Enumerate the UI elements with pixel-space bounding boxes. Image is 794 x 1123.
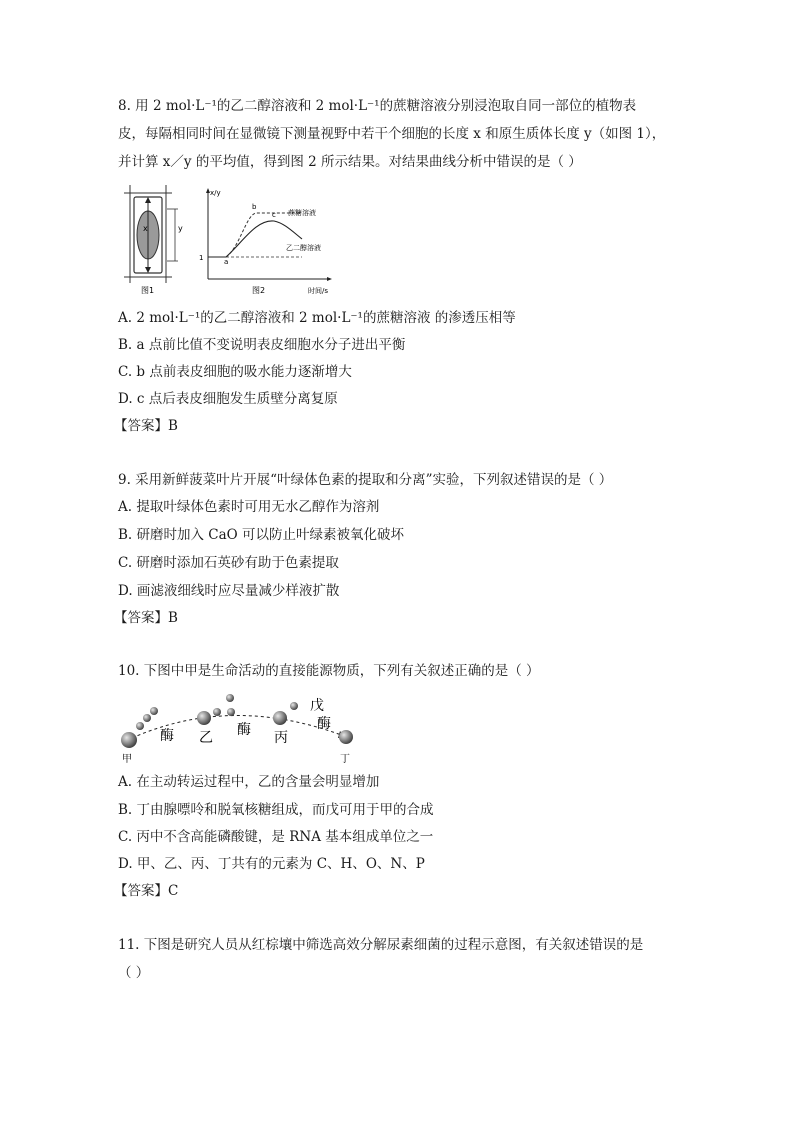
q9-answer: 【答案】B <box>114 610 178 626</box>
point-b: b <box>252 203 257 211</box>
label-wu: 戊 <box>310 698 324 714</box>
q9-option-d: D. 画滤液细线时应尽量减少样液扩散 <box>118 583 340 599</box>
q9-option-b: B. 研磨时加入 CaO 可以防止叶绿素被氧化破坏 <box>118 527 405 543</box>
q8-stem-line-1: 8. 用 2 mol·L⁻¹的乙二醇溶液和 2 mol·L⁻¹的蔗糖溶液分别浸泡取自同一部位的植物表 <box>118 98 637 114</box>
jia-molecule <box>121 732 137 748</box>
q10-option-b: B. 丁由腺嘌呤和脱氧核糖组成，而戊可用于甲的合成 <box>118 802 434 818</box>
glycol-label: 乙二醇溶液 <box>286 244 321 252</box>
sucrose-label: 蔗糖溶液 <box>288 209 316 217</box>
enzyme-label-2: 酶 <box>237 722 251 738</box>
q9-stem: 9. 采用新鲜菠菜叶片开展“叶绿体色素的提取和分离”实验，下列叙述错误的是（ ） <box>118 472 613 488</box>
fig1-label: 图1 <box>141 286 155 295</box>
bing-molecule <box>273 711 287 725</box>
q10-figure <box>112 686 362 766</box>
q9-option-c: C. 研磨时添加石英砂有助于色素提取 <box>118 555 339 571</box>
x-axis-label: 时间/s <box>308 287 329 295</box>
label-bing: 丙 <box>274 730 288 746</box>
cell-y-label: y <box>178 224 183 233</box>
point-a: a <box>224 258 229 266</box>
label-yi: 乙 <box>199 730 213 746</box>
y-tick-1: 1 <box>199 254 204 262</box>
cell-diagram <box>124 185 183 283</box>
q10-stem: 10. 下图中甲是生命活动的直接能源物质，下列有关叙述正确的是（ ） <box>118 663 540 679</box>
yi-molecule <box>197 711 211 725</box>
q11-stem-line-2: （ ） <box>118 965 150 981</box>
fig2-label: 图2 <box>252 286 266 295</box>
q8-figure <box>112 183 332 298</box>
enzyme-label-3: 酶 <box>317 716 331 732</box>
q10-option-d: D. 甲、乙、丙、丁共有的元素为 C、H、O、N、P <box>118 856 425 872</box>
q8-option-d: D. c 点后表皮细胞发生质壁分离复原 <box>118 391 338 407</box>
ding-molecule <box>339 730 353 744</box>
q8-stem-line-3: 并计算 x／y 的平均值，得到图 2 所示结果。对结果曲线分析中错误的是（ ） <box>118 154 582 170</box>
label-jia: 甲 <box>122 754 132 765</box>
point-c: c <box>272 211 276 219</box>
q8-stem-line-2: 皮，每隔相同时间在显微镜下测量视野中若干个细胞的长度 x 和原生质体长度 y（如图 1）， <box>118 126 666 142</box>
q10-option-c: C. 丙中不含高能磷酸键，是 RNA 基本组成单位之一 <box>118 829 434 845</box>
cell-x-label: x <box>143 224 148 233</box>
q8-option-b: B. a 点前比值不变说明表皮细胞水分子进出平衡 <box>118 337 406 353</box>
q10-answer: 【答案】C <box>114 883 179 899</box>
enzyme-label-1: 酶 <box>160 728 174 744</box>
q8-answer: 【答案】B <box>114 418 178 434</box>
q11-stem-line-1: 11. 下图是研究人员从红棕壤中筛选高效分解尿素细菌的过程示意图，有关叙述错误的是 <box>118 937 644 953</box>
y-axis-label: x/y <box>210 189 221 197</box>
q8-option-a: A. 2 mol·L⁻¹的乙二醇溶液和 2 mol·L⁻¹的蔗糖溶液 的渗透压相等 <box>118 310 516 326</box>
q9-option-a: A. 提取叶绿体色素时可用无水乙醇作为溶剂 <box>118 499 380 515</box>
ratio-chart <box>199 188 332 295</box>
label-ding: 丁 <box>340 754 350 765</box>
q10-option-a: A. 在主动转运过程中，乙的含量会明显增加 <box>118 774 380 790</box>
q8-option-c: C. b 点前表皮细胞的吸水能力逐渐增大 <box>118 364 352 380</box>
